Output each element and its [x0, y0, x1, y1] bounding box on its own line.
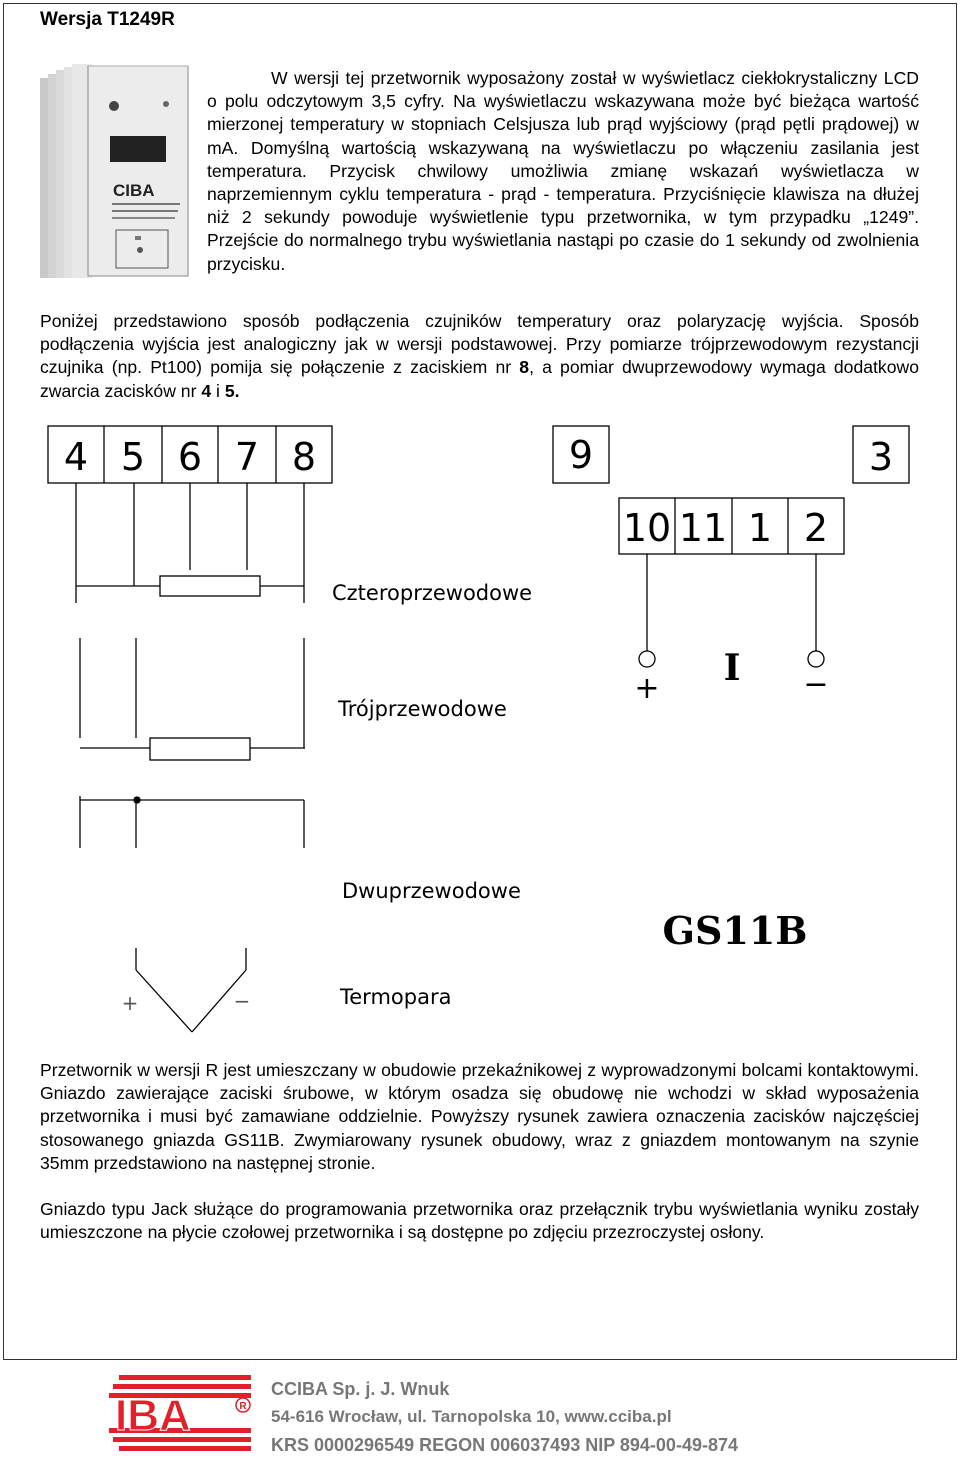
thermo-plus-sign: + — [121, 991, 139, 1015]
terminal-11: 11 — [678, 506, 728, 550]
label-four-wire: Czteroprzewodowe — [332, 581, 533, 605]
output-current-symbol: I — [723, 647, 741, 689]
terminal-4: 4 — [63, 435, 89, 479]
page-title: Wersja T1249R — [40, 9, 175, 30]
output-minus-sign: − — [803, 667, 829, 702]
footer-company-name: CCIBA Sp. j. J. Wnuk — [271, 1379, 450, 1399]
terminal-3: 3 — [868, 435, 894, 479]
terminal-8: 8 — [291, 435, 317, 479]
company-logo — [105, 1373, 257, 1453]
paragraph-housing: Przetwornik w wersji R jest umieszczany w obudowie przekaźnikowej z wyprowadzonymi bolcami kontaktowymi. Gniazdo zawierające zaciski śrubowe, w którym osadza się obudowę nie wchodzi w skład wyposażenia przetwornika i musi być zamawiane oddzielnie. Powyższy rysunek zawiera oznaczenia zacisków najczęściej stosowanego gniazda GS11B. Zwymiarowany rysunek obudowy, wraz z gniazdem montowanym na szynie 35mm przedstawiono na następnej stronie. — [40, 1060, 919, 1173]
terminal-10: 10 — [622, 506, 672, 550]
paragraph-lcd-version: W wersji tej przetwornik wyposażony został w wyświetlacz ciekłokrystaliczny LCD o polu odczytowym 3,5 cyfry. Na wyświetlaczu wskazywana może być bieżąca wartość mierzonej temperatury w stopniach Celsjusza lub prąd wyjściowy (prąd pętli prądowej) w mA. Domyślną wartością wskazywaną na wyświetlaczu po włączeniu zasilania jest temperatura. Przycisk chwilowy umożliwia zmianę wskazań wyświetlacza w naprzemiennym cyklu temperatura - prąd - temperatura. Przyciśnięcie klawisza na dłużej niż 2 sekundy powoduje wyświetlenie typu przetwornika, w tym przypadku „1249”. Przejście do normalnego trybu wyświetlania nastąpi po czasie do 1 sekundy od zwolnienia przycisku. — [207, 68, 919, 274]
output-plus-sign: + — [634, 671, 660, 706]
logo-text: IBA — [115, 1391, 191, 1440]
socket-name: GS11B — [662, 908, 808, 953]
registered-mark: R — [239, 1401, 247, 1412]
terminal-2: 2 — [803, 506, 829, 550]
terminal-5: 5 — [120, 435, 146, 479]
device-brand-label: CIBA — [113, 181, 155, 200]
wiring-diagram — [0, 410, 960, 1050]
footer-address: 54-616 Wrocław, ul. Tarnopolska 10, www.cciba.pl — [271, 1407, 672, 1426]
label-two-wire: Dwuprzewodowe — [342, 879, 521, 903]
terminal-9: 9 — [568, 433, 594, 477]
paragraph-jack: Gniazdo typu Jack służące do programowania przetwornika oraz przełącznik trybu wyświetlania wyniku zostały umieszczone na płycie czołowej przetwornika i są dostępne po zdjęciu przezroczystej osłony. — [40, 1199, 919, 1243]
thermo-minus-sign: − — [233, 989, 251, 1013]
label-three-wire: Trójprzewodowe — [338, 697, 507, 721]
device-photo — [40, 64, 190, 286]
footer-registry: KRS 0000296549 REGON 006037493 NIP 894-00-49-874 — [271, 1435, 738, 1455]
footer-company-info — [271, 1375, 738, 1459]
terminal-1: 1 — [747, 506, 773, 550]
terminal-6: 6 — [177, 435, 203, 479]
paragraph-connection: Poniżej przedstawiono sposób podłączenia czujników temperatury oraz polaryzację wyjścia. Sposób podłączenia wyjścia jest analogiczny jak w wersji podstawowej. Przy pomiarze trójprzewodowym rezystancji czujnika (np. Pt100) pomija się połączenie z zaciskiem nr 8, a pomiar dwuprzewodowy wymaga dodatkowo zwarcia zacisków nr 4 i 5. — [40, 311, 919, 401]
label-thermocouple: Termopara — [340, 985, 452, 1009]
terminal-7: 7 — [234, 435, 260, 479]
